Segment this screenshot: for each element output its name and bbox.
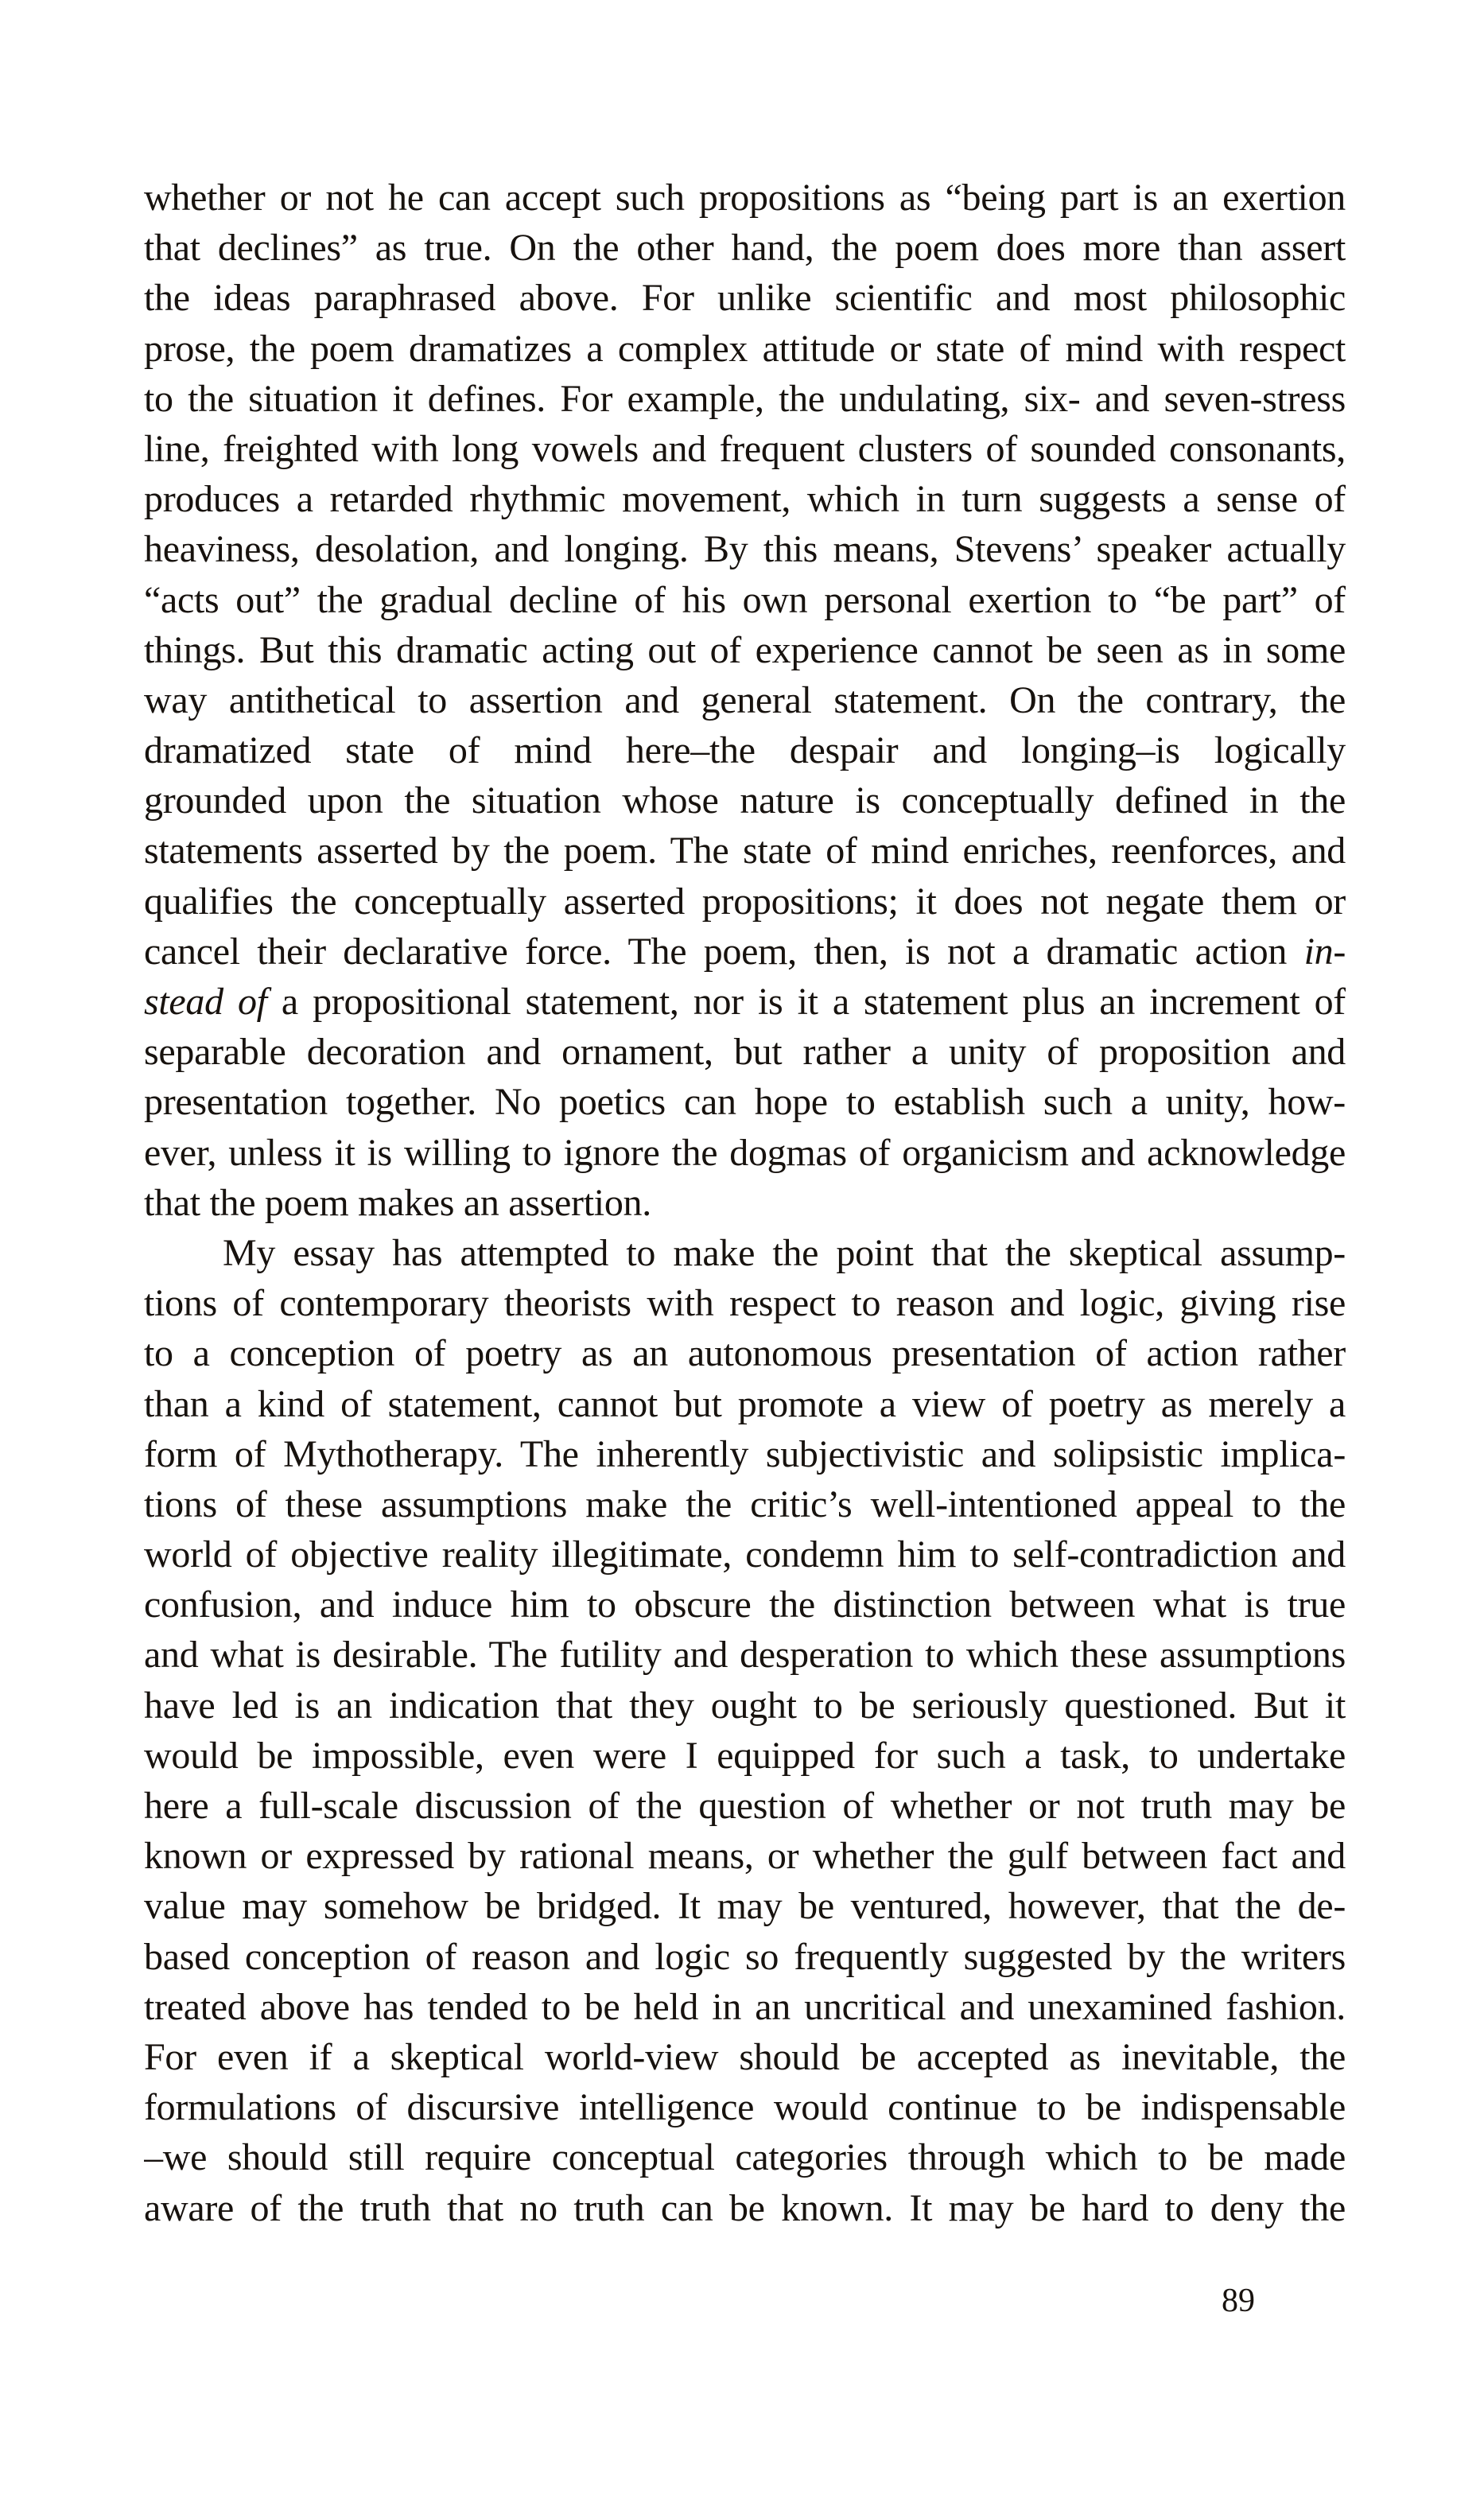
text-line: to a conception of poetry as an autonomous presentation of action rather [144, 1332, 1346, 1375]
body-text [144, 173, 1346, 2233]
text-line: tions of contemporary theorists with respect to reason and logic, giving rise [144, 1282, 1346, 1325]
text-line: and what is desirable. The futility and desperation to which these assumptions [144, 1634, 1346, 1677]
page-number: 89 [1222, 2283, 1255, 2319]
text-line: For even if a skeptical world-view should be accepted as inevitable, the [144, 2035, 1346, 2078]
text-line: way antithetical to assertion and general statement. On the contrary, the [144, 678, 1346, 721]
text-line: dramatized state of mind here–the despair and longing–is logically [144, 729, 1346, 772]
text-line: confusion, and induce him to obscure the distinction between what is true [144, 1583, 1346, 1626]
text-line-indented: My essay has attempted to make the point that the skeptical assump- [223, 1231, 1346, 1274]
italic-text: in- [1303, 930, 1346, 973]
text-line: line, freighted with long vowels and frequent clusters of sounded consonants, [144, 427, 1346, 470]
text-line: qualifies the conceptually asserted propositions; it does not negate them or [144, 880, 1346, 923]
text-line: that declines” as true. On the other hand, the poem does more than assert [144, 227, 1346, 270]
text-line: world of objective reality illegitimate, condemn him to self-contradiction and [144, 1533, 1346, 1576]
text-line: produces a retarded rhythmic movement, which in turn suggests a sense of [144, 478, 1346, 521]
text-line: form of Mythotherapy. The inherently subjectivistic and solipsistic implica- [144, 1432, 1346, 1475]
text-line-paragraph-end: that the poem makes an assertion. [144, 1181, 651, 1224]
text-line: grounded upon the situation whose nature is conceptually defined in the [144, 779, 1346, 822]
text-line: statements asserted by the poem. The state of mind enriches, reenforces, and [144, 830, 1346, 872]
paragraph-continued [144, 173, 1346, 1228]
text-line: presentation together. No poetics can hope to establish such a unity, how- [144, 1081, 1346, 1124]
text-line [144, 927, 1346, 977]
text-line: “acts out” the gradual decline of his own personal exertion to “be part” of [144, 578, 1346, 621]
text-line: here a full-scale discussion of the question of whether or not truth may be [144, 1785, 1346, 1827]
text-line: the ideas paraphrased above. For unlike scientific and most philosophic [144, 277, 1346, 320]
text-line: treated above has tended to be held in an uncritical and unexamined fashion. [144, 1985, 1346, 2028]
text-run: a propositional statement, nor is it a statement plus an increment of [266, 981, 1346, 1023]
text-line: prose, the poem dramatizes a complex attitude or state of mind with respect [144, 327, 1346, 370]
text-line: known or expressed by rational means, or whether the gulf between fact and [144, 1835, 1346, 1878]
text-line: than a kind of statement, cannot but promote a view of poetry as merely a [144, 1382, 1346, 1425]
text-line: ever, unless it is willing to ignore the dogmas of organicism and acknowledge [144, 1131, 1346, 1174]
text-line: based conception of reason and logic so frequently suggested by the writers [144, 1935, 1346, 1978]
text-line: value may somehow be bridged. It may be ventured, however, that the de- [144, 1885, 1346, 1928]
text-run: cancel their declarative force. The poem, then, is not a dramatic action [144, 930, 1304, 973]
text-line: aware of the truth that no truth can be known. It may be hard to deny the [144, 2186, 1346, 2229]
text-line: to the situation it defines. For example, the undulating, six- and seven-stress [144, 377, 1346, 420]
italic-text: stead of [144, 981, 267, 1023]
text-line: formulations of discursive intelligence would continue to be indispensable [144, 2086, 1346, 2129]
text-line [144, 977, 1346, 1027]
text-line: things. But this dramatic acting out of experience cannot be seen as in some [144, 628, 1346, 671]
text-line: tions of these assumptions make the critic’s well-intentioned appeal to the [144, 1482, 1346, 1525]
text-line: would be impossible, even were I equipped for such a task, to undertake [144, 1734, 1346, 1777]
paragraph [144, 1228, 1346, 2233]
text-line: separable decoration and ornament, but rather a unity of proposition and [144, 1031, 1346, 1074]
text-line: whether or not he can accept such propositions as “being part is an exertion [144, 177, 1346, 219]
text-line: have led is an indication that they ought to be seriously questioned. But it [144, 1684, 1346, 1727]
text-line: –we should still require conceptual categories through which to be made [144, 2136, 1346, 2179]
text-line: heaviness, desolation, and longing. By this means, Stevens’ speaker actually [144, 528, 1346, 571]
